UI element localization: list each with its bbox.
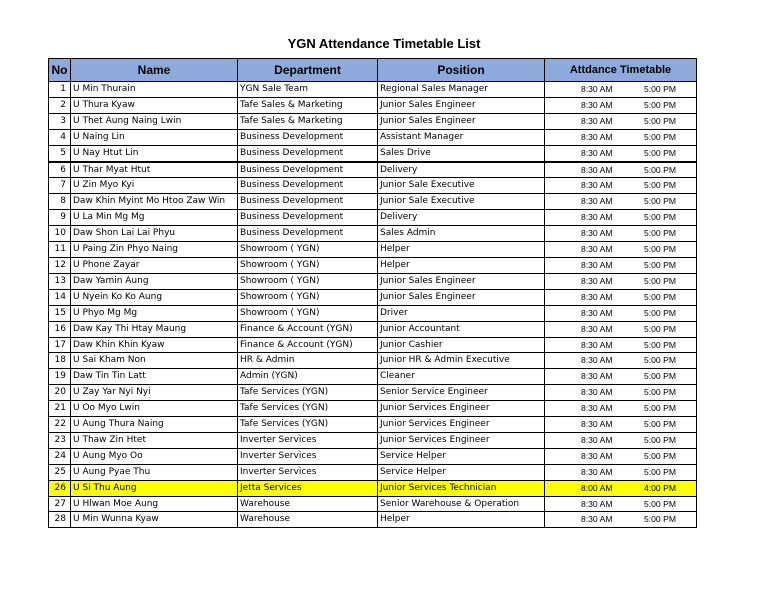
time-out-cell: 5:00 PM [641,401,697,417]
employee-name-cell: Daw Tin Tin Latt [71,369,238,385]
time-in-cell: 8:00 AM [545,480,641,496]
time-out-cell: 5:00 PM [641,496,697,512]
table-header-row [49,59,697,82]
time-in-cell: 8:30 AM [545,305,641,321]
table-row [49,289,697,305]
page-title: YGN Attendance Timetable List [287,36,481,51]
employee-name-cell: Daw Kay Thi Htay Maung [71,321,238,337]
table-row [49,82,697,98]
row-no-cell: 20 [49,385,71,401]
department-cell: Business Development [238,178,378,194]
time-out-cell: 5:00 PM [641,448,697,464]
time-out-cell: 5:00 PM [641,113,697,129]
table-row [49,242,697,258]
employee-name-cell: U Thet Aung Naing Lwin [71,113,238,129]
table-row [49,417,697,433]
position-cell: Service Helper [378,464,545,480]
row-no-cell: 3 [49,113,71,129]
position-cell: Senior Warehouse & Operation [378,496,545,512]
table-row [49,464,697,480]
time-out-cell: 5:00 PM [641,97,697,113]
time-out-cell: 5:00 PM [641,210,697,226]
employee-name-cell: U Thaw Zin Htet [71,432,238,448]
department-cell: Warehouse [238,496,378,512]
department-cell: Tafe Services (YGN) [238,401,378,417]
employee-name-cell: U Thura Kyaw [71,97,238,113]
employee-name-cell: U Oo Myo Lwin [71,401,238,417]
position-cell: Helper [378,242,545,258]
row-no-cell: 9 [49,210,71,226]
employee-name-cell: U Nay Htut Lin [71,145,238,161]
position-cell: Junior Services Technician [378,480,545,496]
department-cell: Jetta Services [238,480,378,496]
employee-name-cell: Daw Yamin Aung [71,273,238,289]
time-out-cell: 5:00 PM [641,289,697,305]
row-no-cell: 15 [49,305,71,321]
time-in-cell: 8:30 AM [545,417,641,433]
time-out-cell: 4:00 PM [641,480,697,496]
table-row [49,385,697,401]
position-cell: Sales Admin [378,226,545,242]
time-out-cell: 5:00 PM [641,385,697,401]
row-no-cell: 1 [49,82,71,98]
time-in-cell: 8:30 AM [545,113,641,129]
department-cell: Showroom ( YGN) [238,273,378,289]
attendance-table [48,58,697,528]
department-cell: Tafe Services (YGN) [238,417,378,433]
table-row [49,321,697,337]
row-no-cell: 16 [49,321,71,337]
department-cell: Business Development [238,210,378,226]
row-no-cell: 12 [49,257,71,273]
time-in-cell: 8:30 AM [545,385,641,401]
row-no-cell: 21 [49,401,71,417]
time-out-cell: 5:00 PM [641,273,697,289]
table-row [49,369,697,385]
position-cell: Assistant Manager [378,129,545,145]
row-no-cell: 26 [49,480,71,496]
department-cell: Tafe Sales & Marketing [238,97,378,113]
time-out-cell: 5:00 PM [641,337,697,353]
time-in-cell: 8:30 AM [545,210,641,226]
time-in-cell: 8:30 AM [545,321,641,337]
table-row [49,257,697,273]
position-cell: Helper [378,257,545,273]
department-cell: Business Development [238,145,378,161]
time-in-cell: 8:30 AM [545,273,641,289]
row-no-cell: 17 [49,337,71,353]
time-in-cell: 8:30 AM [545,194,641,210]
time-out-cell: 5:00 PM [641,512,697,528]
position-cell: Junior Services Engineer [378,432,545,448]
position-cell: Cleaner [378,369,545,385]
table-row [49,210,697,226]
department-cell: Inverter Services [238,448,378,464]
department-cell: YGN Sale Team [238,82,378,98]
time-out-cell: 5:00 PM [641,162,697,178]
employee-name-cell: U Nyein Ko Ko Aung [71,289,238,305]
position-cell: Junior Sale Executive [378,194,545,210]
employee-name-cell: U Aung Pyae Thu [71,464,238,480]
row-no-cell: 13 [49,273,71,289]
row-no-cell: 25 [49,464,71,480]
header-name: Name [71,59,238,82]
time-in-cell: 8:30 AM [545,226,641,242]
table-row [49,273,697,289]
time-out-cell: 5:00 PM [641,242,697,258]
employee-name-cell: U Phone Zayar [71,257,238,273]
row-no-cell: 6 [49,162,71,178]
time-in-cell: 8:30 AM [545,337,641,353]
time-in-cell: 8:30 AM [545,369,641,385]
time-in-cell: 8:30 AM [545,97,641,113]
time-out-cell: 5:00 PM [641,145,697,161]
position-cell: Junior Sales Engineer [378,97,545,113]
position-cell: Junior Sales Engineer [378,113,545,129]
row-no-cell: 28 [49,512,71,528]
header-timetable: Attdance Timetable [545,59,697,82]
row-no-cell: 4 [49,129,71,145]
time-in-cell: 8:30 AM [545,496,641,512]
row-no-cell: 2 [49,97,71,113]
time-in-cell: 8:30 AM [545,353,641,369]
employee-name-cell: U Min Wunna Kyaw [71,512,238,528]
table-row [49,145,697,161]
employee-name-cell: U La Min Mg Mg [71,210,238,226]
department-cell: Business Development [238,129,378,145]
table-row [49,162,697,178]
department-cell: Tafe Sales & Marketing [238,113,378,129]
time-out-cell: 5:00 PM [641,417,697,433]
position-cell: Junior Sales Engineer [378,273,545,289]
time-out-cell: 5:00 PM [641,82,697,98]
position-cell: Driver [378,305,545,321]
table-row [49,113,697,129]
time-out-cell: 5:00 PM [641,178,697,194]
position-cell: Junior HR & Admin Executive [378,353,545,369]
row-no-cell: 19 [49,369,71,385]
table-row [49,432,697,448]
employee-name-cell: U Paing Zin Phyo Naing [71,242,238,258]
time-in-cell: 8:30 AM [545,464,641,480]
position-cell: Helper [378,512,545,528]
table-row [49,353,697,369]
row-no-cell: 8 [49,194,71,210]
time-in-cell: 8:30 AM [545,162,641,178]
time-in-cell: 8:30 AM [545,145,641,161]
employee-name-cell: U Zin Myo Kyi [71,178,238,194]
employee-name-cell: Daw Shon Lai Lai Phyu [71,226,238,242]
table-row [49,178,697,194]
row-no-cell: 24 [49,448,71,464]
time-in-cell: 8:30 AM [545,129,641,145]
department-cell: Business Development [238,162,378,178]
position-cell: Junior Services Engineer [378,401,545,417]
row-no-cell: 7 [49,178,71,194]
time-in-cell: 8:30 AM [545,242,641,258]
department-cell: Finance & Account (YGN) [238,321,378,337]
position-cell: Junior Sales Engineer [378,289,545,305]
department-cell: Showroom ( YGN) [238,242,378,258]
row-no-cell: 18 [49,353,71,369]
table-row [49,337,697,353]
department-cell: Inverter Services [238,464,378,480]
position-cell: Junior Cashier [378,337,545,353]
position-cell: Delivery [378,210,545,226]
department-cell: Showroom ( YGN) [238,289,378,305]
position-cell: Sales Drive [378,145,545,161]
employee-name-cell: U Min Thurain [71,82,238,98]
employee-name-cell: U Hlwan Moe Aung [71,496,238,512]
department-cell: Tafe Services (YGN) [238,385,378,401]
position-cell: Delivery [378,162,545,178]
time-in-cell: 8:30 AM [545,257,641,273]
employee-name-cell: U Thar Myat Htut [71,162,238,178]
time-in-cell: 8:30 AM [545,178,641,194]
table-row [49,194,697,210]
table-row [49,97,697,113]
time-in-cell: 8:30 AM [545,82,641,98]
time-in-cell: 8:30 AM [545,448,641,464]
row-no-cell: 10 [49,226,71,242]
position-cell: Junior Accountant [378,321,545,337]
position-cell: Senior Service Engineer [378,385,545,401]
time-out-cell: 5:00 PM [641,369,697,385]
time-out-cell: 5:00 PM [641,464,697,480]
table-row [49,496,697,512]
employee-name-cell: U Phyo Mg Mg [71,305,238,321]
table-row [49,401,697,417]
row-no-cell: 5 [49,145,71,161]
time-out-cell: 5:00 PM [641,257,697,273]
time-out-cell: 5:00 PM [641,432,697,448]
department-cell: Inverter Services [238,432,378,448]
employee-name-cell: Daw Khin Myint Mo Htoo Zaw Win [71,194,238,210]
time-out-cell: 5:00 PM [641,226,697,242]
department-cell: Admin (YGN) [238,369,378,385]
table-row [49,512,697,528]
department-cell: Finance & Account (YGN) [238,337,378,353]
department-cell: Warehouse [238,512,378,528]
header-position: Position [378,59,545,82]
table-body [49,82,697,528]
department-cell: Business Development [238,194,378,210]
employee-name-cell: U Zay Yar Nyi Nyi [71,385,238,401]
time-out-cell: 5:00 PM [641,353,697,369]
position-cell: Junior Sale Executive [378,178,545,194]
time-in-cell: 8:30 AM [545,432,641,448]
employee-name-cell: U Aung Myo Oo [71,448,238,464]
department-cell: Showroom ( YGN) [238,305,378,321]
table-row [49,129,697,145]
employee-name-cell: U Si Thu Aung [71,480,238,496]
table-row [49,305,697,321]
time-out-cell: 5:00 PM [641,129,697,145]
header-no: No [49,59,71,82]
row-no-cell: 23 [49,432,71,448]
table-row [49,448,697,464]
department-cell: HR & Admin [238,353,378,369]
time-out-cell: 5:00 PM [641,305,697,321]
header-department: Department [238,59,378,82]
position-cell: Regional Sales Manager [378,82,545,98]
time-out-cell: 5:00 PM [641,194,697,210]
employee-name-cell: U Aung Thura Naing [71,417,238,433]
table-row [49,480,697,496]
row-no-cell: 27 [49,496,71,512]
position-cell: Junior Services Engineer [378,417,545,433]
time-out-cell: 5:00 PM [641,321,697,337]
row-no-cell: 11 [49,242,71,258]
time-in-cell: 8:30 AM [545,401,641,417]
row-no-cell: 14 [49,289,71,305]
table-row [49,226,697,242]
position-cell: Service Helper [378,448,545,464]
row-no-cell: 22 [49,417,71,433]
time-in-cell: 8:30 AM [545,289,641,305]
employee-name-cell: Daw Khin Khin Kyaw [71,337,238,353]
department-cell: Showroom ( YGN) [238,257,378,273]
time-in-cell: 8:30 AM [545,512,641,528]
department-cell: Business Development [238,226,378,242]
employee-name-cell: U Naing Lin [71,129,238,145]
employee-name-cell: U Sai Kham Non [71,353,238,369]
